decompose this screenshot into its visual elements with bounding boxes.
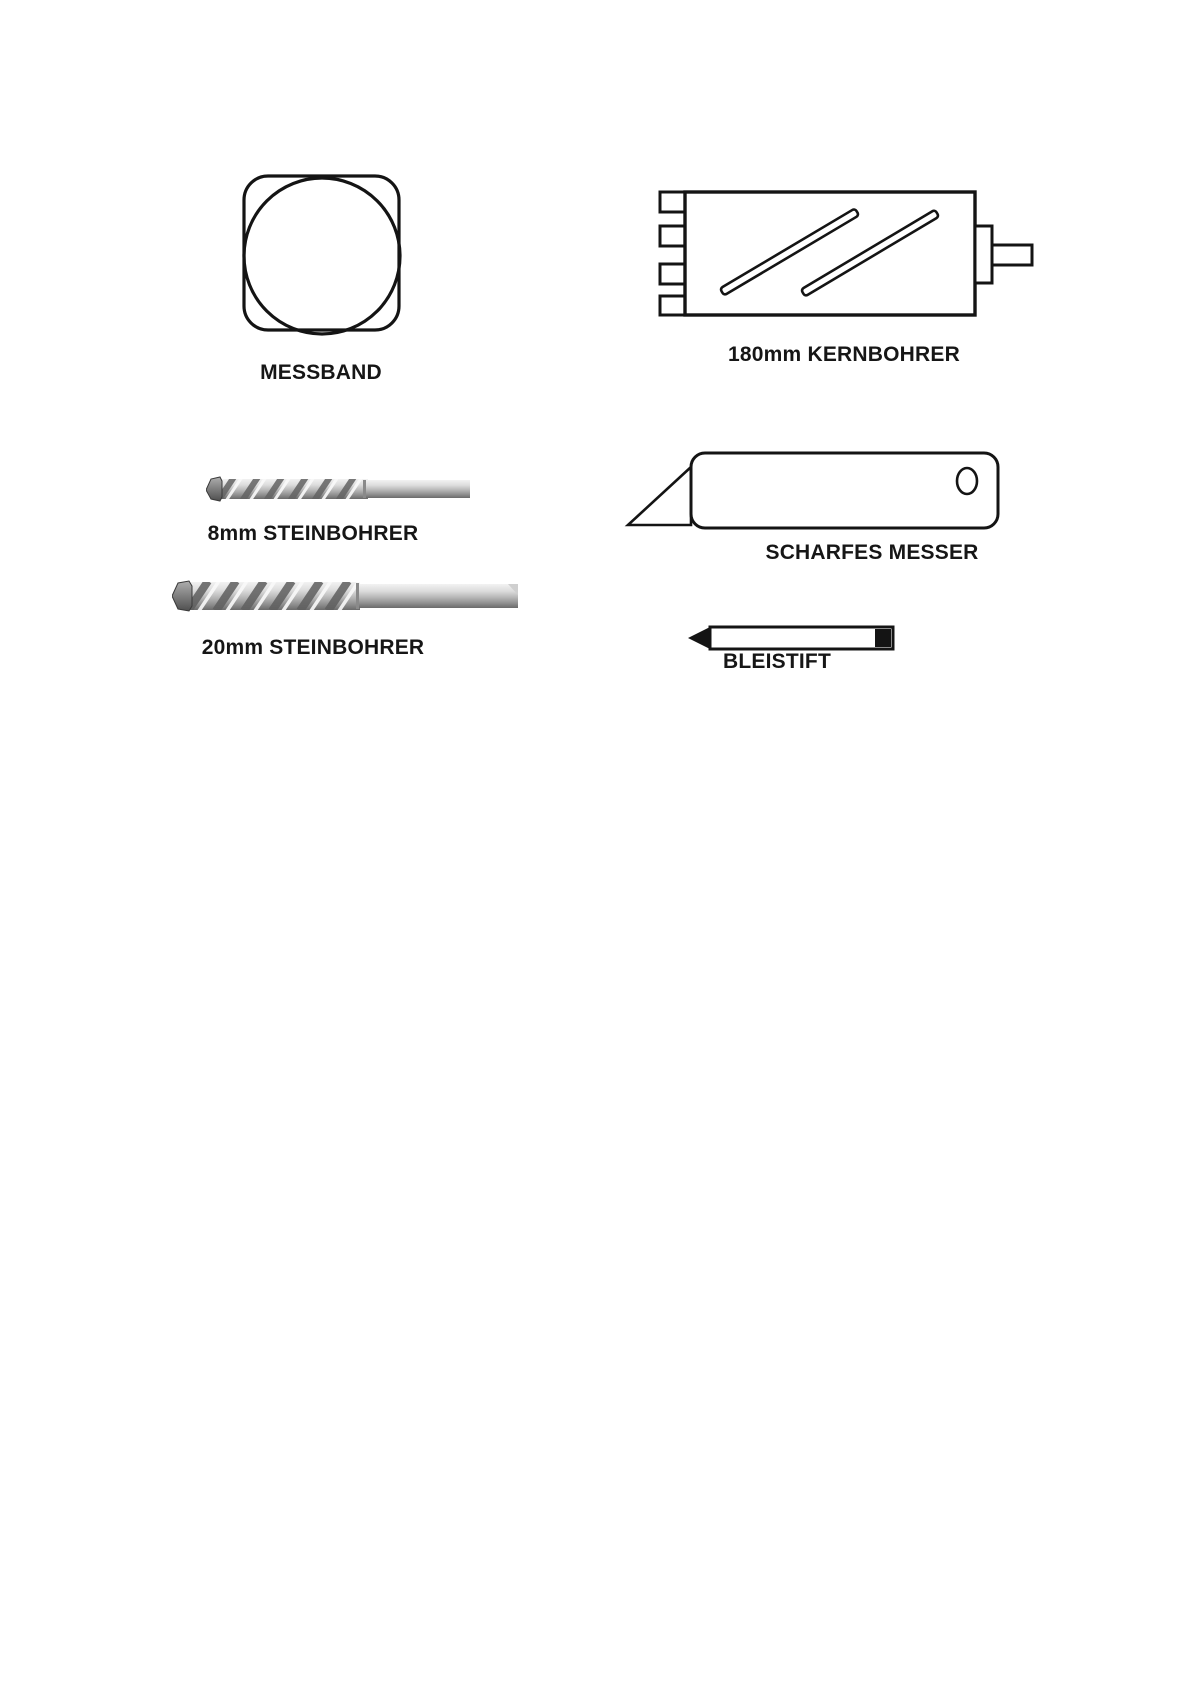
scharfes-messer-label: SCHARFES MESSER: [765, 541, 979, 564]
steinbohrer-8mm-label: 8mm STEINBOHRER: [207, 522, 419, 545]
knife-handle: [691, 453, 998, 528]
core-drill-shaft: [992, 245, 1032, 265]
drill-junction: [363, 480, 366, 498]
masonry-drill-20mm-image: [172, 580, 518, 612]
pencil-tip: [688, 627, 710, 649]
measuring-tape-figure: [240, 172, 404, 336]
utility-knife-icon: [620, 445, 1005, 535]
measuring-tape-icon: [240, 172, 404, 336]
drill-carbide-tip: [206, 477, 222, 501]
tape-reel-circle: [244, 178, 400, 334]
bleistift-label: BLEISTIFT: [723, 650, 831, 673]
drill-junction: [356, 583, 359, 609]
drill-carbide-tip: [172, 581, 192, 611]
drill-shank: [366, 480, 470, 498]
messband-label: MESSBAND: [260, 361, 382, 384]
core-drill-figure: [655, 190, 1035, 318]
knife-figure: [620, 445, 1005, 535]
core-drill-teeth: [660, 192, 685, 315]
pencil-end-cap: [875, 629, 891, 647]
steinbohrer-20mm-label: 20mm STEINBOHRER: [201, 636, 425, 659]
knife-blade: [628, 467, 691, 525]
drill-8mm-figure: [206, 476, 470, 502]
knife-hang-hole: [957, 468, 977, 494]
drill-20mm-figure: [172, 580, 518, 612]
core-drill-collar: [975, 226, 992, 283]
kernbohrer-label: 180mm KERNBOHRER: [728, 343, 960, 366]
masonry-drill-8mm-image: [206, 476, 470, 502]
pencil-body: [710, 627, 893, 649]
drill-shank: [359, 584, 518, 608]
core-drill-icon: [655, 190, 1035, 318]
